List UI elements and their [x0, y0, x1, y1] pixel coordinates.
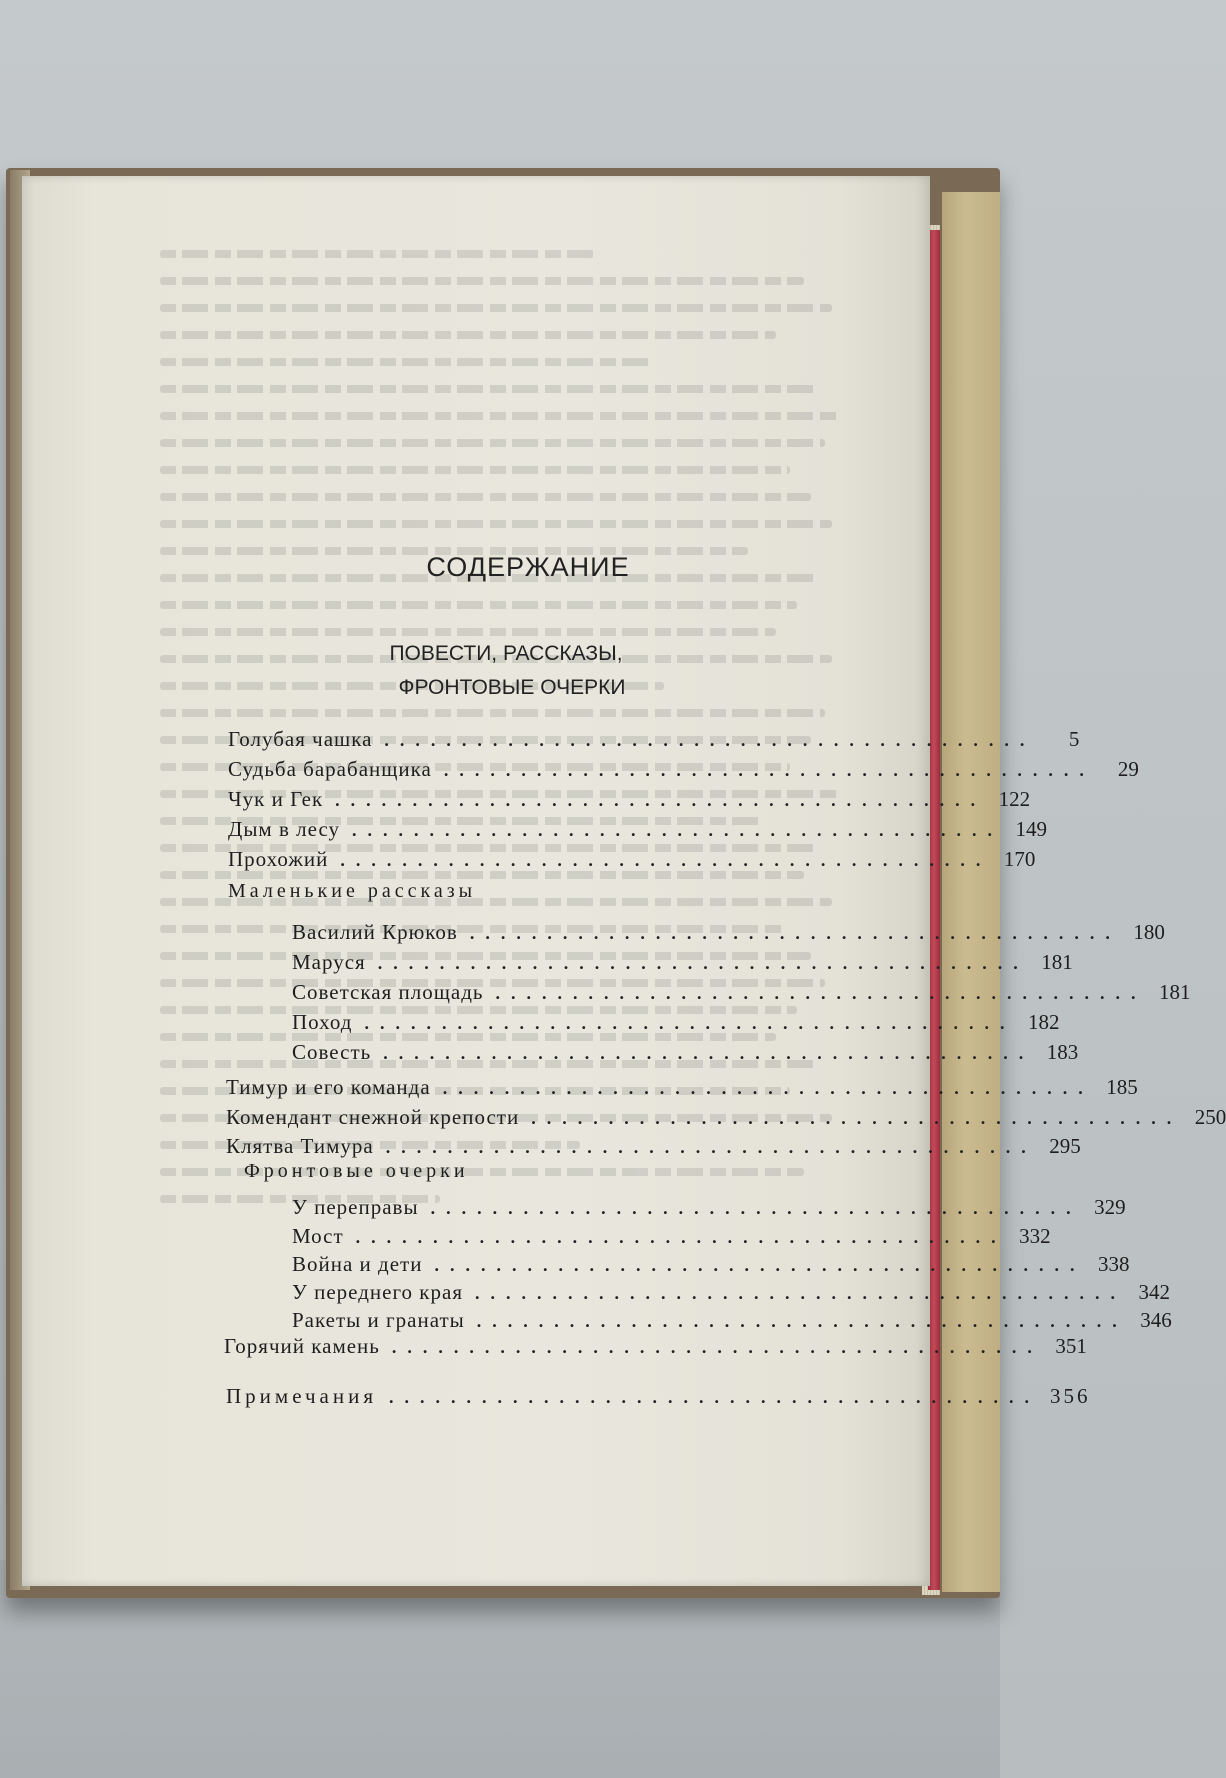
section-small-stories: Маленькие рассказы — [228, 880, 477, 902]
section-front-essays: Фронтовые очерки — [244, 1160, 469, 1182]
toc-entry — [292, 950, 1073, 978]
toc-entry-page: 351 — [1055, 1334, 1087, 1358]
toc-entry — [228, 817, 1048, 845]
toc-entry — [226, 1105, 1226, 1133]
toc-entry-page: 181 — [1041, 950, 1073, 974]
toc-entry — [292, 1308, 1172, 1336]
leader-dots: .......................................... — [531, 1108, 1183, 1128]
toc-entry-page: 356 — [1050, 1384, 1091, 1408]
leader-dots: .......................................... — [442, 1078, 1094, 1098]
toc-entry-title: Примечания — [226, 1384, 378, 1408]
toc-entry-page: 295 — [1049, 1134, 1081, 1158]
toc-entry — [292, 980, 1191, 1008]
subheading-line-2: ФРОНТОВЫЕ ОЧЕРКИ — [398, 676, 626, 699]
page-title: СОДЕРЖАНИЕ — [426, 552, 630, 582]
toc-entry-title: Клятва Тимура — [226, 1134, 374, 1158]
toc-entry-title: Тимур и его команда — [226, 1075, 431, 1099]
leader-dots: .......................................... — [383, 1043, 1035, 1063]
toc-entry-page: 5 — [1068, 727, 1080, 751]
leader-dots: .......................................... — [495, 983, 1147, 1003]
leader-dots: .......................................... — [355, 1227, 1007, 1247]
toc-entry — [292, 1040, 1079, 1068]
toc-entry-title: Судьба барабанщика — [228, 757, 432, 781]
leader-dots: .......................................... — [335, 790, 987, 810]
toc-entry — [292, 1195, 1126, 1223]
subheading-line-1: ПОВЕСТИ, РАССКАЗЫ, — [389, 642, 623, 665]
leader-dots: .......................................... — [434, 1255, 1086, 1275]
toc-entry-page: 182 — [1027, 1010, 1060, 1034]
toc-entry-page: 346 — [1140, 1308, 1172, 1332]
toc-entry-title: Поход — [292, 1010, 353, 1034]
toc-entry-page: 149 — [1015, 817, 1048, 841]
toc-entry-page: 250 — [1194, 1105, 1226, 1129]
toc-entry-page: 338 — [1097, 1252, 1130, 1276]
leader-dots: .......................................... — [443, 760, 1095, 780]
toc-entry-title: Маруся — [292, 950, 366, 974]
toc-entry — [224, 1334, 1087, 1362]
toc-entry — [228, 727, 1080, 755]
toc-entry-title: Василий Крюков — [292, 920, 458, 944]
toc-entry-title: Ракеты и гранаты — [292, 1308, 465, 1332]
toc-entry-title: Прохожий — [228, 847, 329, 871]
toc-entry-page: 181 — [1158, 980, 1191, 1004]
toc-entry-title: Комендант снежной крепости — [226, 1105, 520, 1129]
toc-entry — [226, 1134, 1081, 1162]
leader-dots: .......................................... — [430, 1198, 1082, 1218]
toc-entry — [292, 1224, 1051, 1252]
toc-entry-notes — [226, 1384, 1091, 1412]
leader-dots: .......................................... — [364, 1013, 1016, 1033]
leader-dots: .......................................... — [352, 820, 1004, 840]
toc-entry — [292, 920, 1165, 948]
toc-entry — [228, 757, 1139, 785]
toc-entry-page: 180 — [1133, 920, 1165, 944]
toc-entry-title: Голубая чашка — [228, 727, 373, 751]
toc-entry-title: У переправы — [292, 1195, 419, 1219]
toc-entry-page: 170 — [1003, 847, 1036, 871]
toc-entry-page: 122 — [998, 787, 1031, 811]
toc-entry-page: 183 — [1046, 1040, 1079, 1064]
leader-dots: .......................................... — [391, 1337, 1043, 1357]
leader-dots: .......................................... — [385, 1137, 1037, 1157]
toc-entry-title: Мост — [292, 1224, 344, 1248]
toc-entry-title: Горячий камень — [224, 1334, 380, 1358]
leader-dots: .......................................... — [377, 953, 1029, 973]
toc-entry-page: 332 — [1019, 1224, 1051, 1248]
leader-dots: .......................................... — [469, 923, 1121, 943]
toc-entry — [226, 1075, 1138, 1103]
leader-dots: .......................................... — [475, 1283, 1126, 1303]
leader-dots: .......................................... — [476, 1311, 1128, 1331]
toc-entry-title: Советская площадь — [292, 980, 484, 1004]
leader-dots: .......................................... — [340, 850, 992, 870]
leader-dots: .......................................... — [389, 1387, 1041, 1407]
toc-entry — [292, 1010, 1060, 1038]
leader-dots: .......................................... — [384, 730, 1036, 750]
toc-entry-page: 185 — [1106, 1075, 1138, 1099]
toc-entry — [228, 847, 1036, 875]
toc-entry-page: 342 — [1138, 1280, 1170, 1304]
toc-entry — [292, 1252, 1130, 1280]
toc-entry — [228, 787, 1031, 815]
toc-entry-title: Дым в лесу — [228, 817, 341, 841]
toc-entry-title: У переднего края — [292, 1280, 463, 1304]
toc-entry-page: 329 — [1094, 1195, 1126, 1219]
toc-entry-page: 29 — [1117, 757, 1139, 781]
toc-entry-title: Чук и Гек — [228, 787, 324, 811]
toc-entry-title: Война и дети — [292, 1252, 423, 1276]
toc-entry — [292, 1280, 1170, 1308]
toc-entry-title: Совесть — [292, 1040, 372, 1064]
